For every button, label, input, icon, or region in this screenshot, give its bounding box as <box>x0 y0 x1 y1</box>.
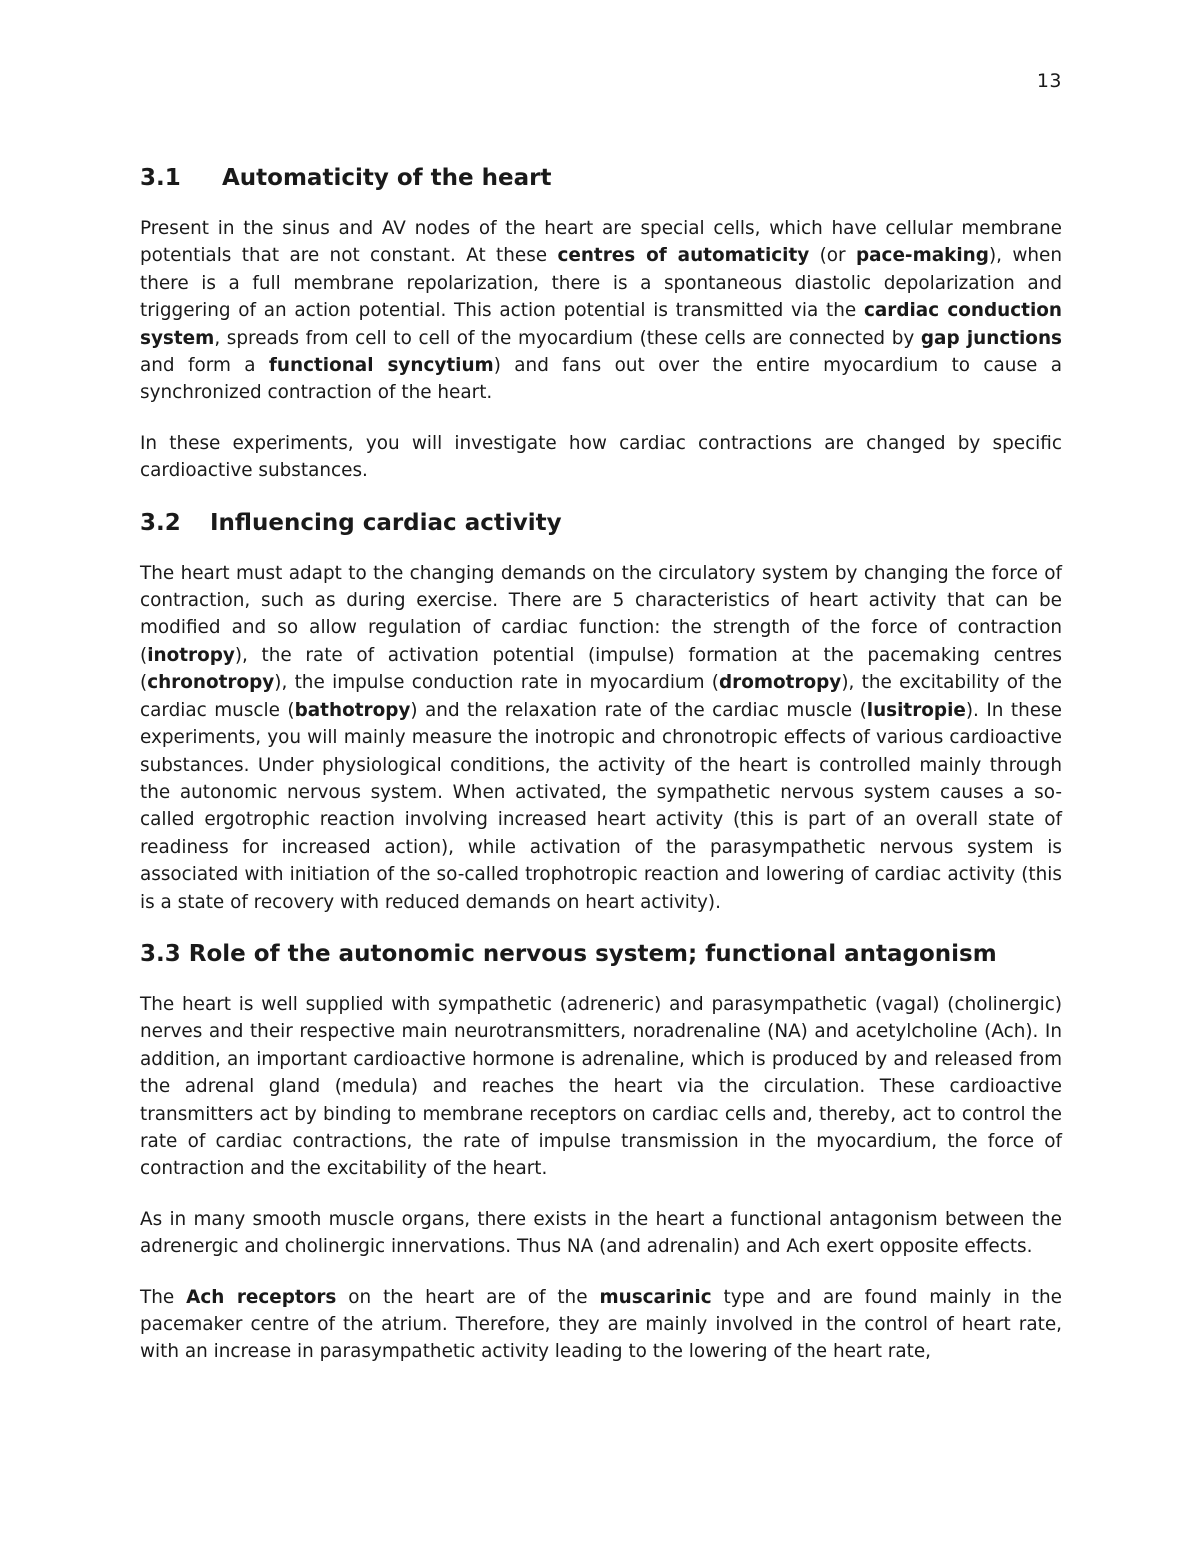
paragraph-experiments: In these experiments, you will investigate how cardiac contractions are changed by specific cardioactive substances. <box>140 432 1062 482</box>
paragraph-antagonism: As in many smooth muscle organs, there exists in the heart a functional antagonism between the adrenergic and cholinergic innervations. Thus NA (and adrenalin) and Ach exert opposite effects. <box>140 1208 1062 1258</box>
section-number: 3.3 <box>140 940 181 967</box>
section-title: Influencing cardiac activity <box>210 509 562 536</box>
paragraph-influencing: The heart must adapt to the changing demands on the circulatory system by changing the force of contraction, such as during exercise. There are 5 characteristics of heart activity that can be modified and so allow regulation of cardiac function: the strength of the force of contraction (inotropy), the rate of activation potential (impulse) formation at the pacemaking centres (chronotropy), the impulse conduction rate in myocardium (dromotropy), the excitability of the cardiac muscle (bathotropy) and the relaxation rate of the cardiac muscle (lusitropie). In these experiments, you will mainly measure the inotropic and chronotropic effects of various cardioactive substances. Under physiological conditions, the activity of the heart is controlled mainly through the autonomic nervous system. When activated, the sympathetic nervous system causes a so-called ergotrophic reaction involving increased heart activity (this is part of an overall state of readiness for increased action), while activation of the parasympathetic nervous system is associated with initiation of the so-called trophotropic reaction and lowering of cardiac activity (this is a state of recovery with reduced demands on heart activity). <box>140 562 1062 913</box>
section-heading-3-2 <box>140 507 1062 539</box>
section-title: Role of the autonomic nervous system; functional antagonism <box>188 940 997 967</box>
paragraph-ach-receptors: The Ach receptors on the heart are of the muscarinic type and are found mainly in the pacemaker centre of the atrium. Therefore, they are mainly involved in the control of heart rate, with an increase in parasympathetic activity leading to the lowering of the heart rate, <box>140 1286 1062 1363</box>
page-number: 13 <box>1036 70 1062 92</box>
page-content <box>140 162 1062 1366</box>
section-heading-3-3 <box>140 938 1062 970</box>
section-number: 3.1 <box>140 165 181 191</box>
section-heading-3-1 <box>140 162 1062 194</box>
paragraph-autonomic: The heart is well supplied with sympathetic (adreneric) and parasympathetic (vagal) (cholinergic) nerves and their respective main neurotransmitters, noradrenaline (NA) and acetylcholine (Ach). In addition, an important cardioactive hormone is adrenaline, which is produced by and released from the adrenal gland (medula) and reaches the heart via the circulation. These cardioactive transmitters act by binding to membrane receptors on cardiac cells and, thereby, act to control the rate of cardiac contractions, the rate of impulse transmission in the myocardium, the force of contraction and the excitability of the heart. <box>140 993 1062 1180</box>
section-title: Automaticity of the heart <box>222 165 552 191</box>
section-number: 3.2 <box>140 509 181 536</box>
paragraph-automaticity: Present in the sinus and AV nodes of the heart are special cells, which have cellular membrane potentials that are not constant. At these centres of automaticity (or pace-making), when there is a full membrane repolarization, there is a spontaneous diastolic depolarization and triggering of an action potential. This action potential is transmitted via the cardiac conduction system, spreads from cell to cell of the myocardium (these cells are connected by gap junctions and form a functional syncytium) and fans out over the entire myocardium to cause a synchronized contraction of the heart. <box>140 218 1062 404</box>
